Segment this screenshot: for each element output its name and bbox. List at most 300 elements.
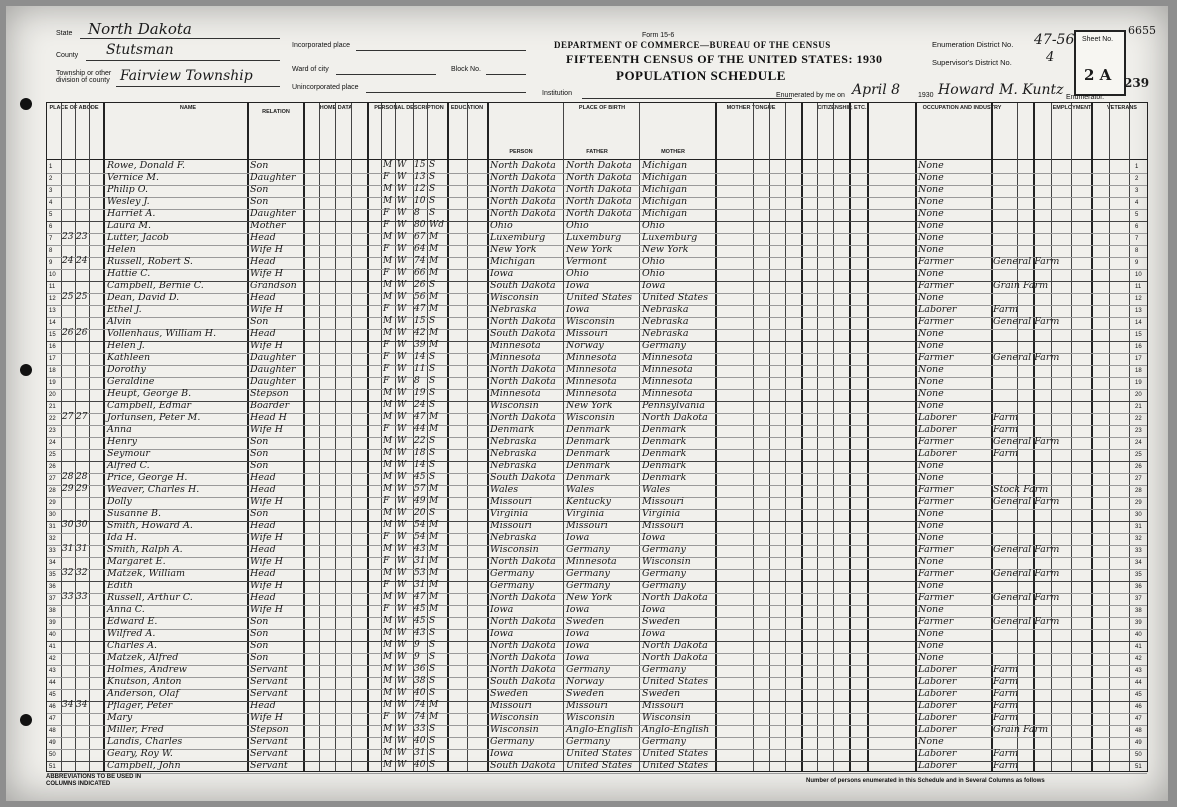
line-number-right: 5	[1135, 212, 1139, 218]
birthplace-father: Denmark	[566, 448, 611, 459]
line-number-right: 35	[1135, 572, 1142, 578]
birth-mother-header: MOTHER	[661, 149, 685, 155]
birthplace-mother: North Dakota	[642, 412, 708, 423]
birthplace-mother: Ohio	[642, 256, 665, 267]
race: W	[397, 424, 407, 434]
relation: Head H	[250, 412, 287, 423]
family-number: 34	[76, 700, 88, 710]
race: W	[397, 412, 407, 422]
race: W	[397, 640, 407, 650]
birthplace-person: North Dakota	[490, 316, 556, 327]
line-number: 7	[49, 236, 53, 242]
line-number: 33	[49, 548, 56, 554]
section-mother-tongue: MOTHER TONGUE	[726, 105, 776, 111]
relation: Head	[250, 568, 276, 579]
age: 45	[414, 616, 426, 626]
marital-status: M	[429, 604, 439, 614]
relation: Stepson	[250, 724, 289, 735]
age: 49	[414, 496, 426, 506]
race: W	[397, 652, 407, 662]
race: W	[397, 688, 407, 698]
marital-status: M	[429, 268, 439, 278]
line-number-right: 51	[1135, 764, 1142, 770]
birthplace-person: Nebraska	[490, 532, 537, 543]
birthplace-person: Minnesota	[490, 340, 541, 351]
race: W	[397, 316, 407, 326]
person-name: Wesley J.	[107, 196, 150, 207]
marital-status: M	[429, 532, 439, 542]
person-name: Matzek, Alfred	[107, 652, 179, 663]
age: 74	[414, 700, 426, 710]
birthplace-mother: United States	[642, 760, 709, 771]
punch-hole	[20, 714, 32, 726]
birthplace-person: Wisconsin	[490, 544, 539, 555]
industry: Grain Farm	[993, 280, 1049, 291]
relation: Wife H	[250, 580, 284, 591]
person-name: Smith, Ralph A.	[107, 544, 183, 555]
age: 43	[414, 628, 426, 638]
section-occupation: OCCUPATION AND INDUSTRY	[922, 105, 1002, 111]
relation: Son	[250, 508, 269, 519]
occupation: Farmer	[918, 592, 954, 603]
relation: Head	[250, 700, 276, 711]
sex: F	[383, 220, 390, 230]
race: W	[397, 292, 407, 302]
marital-status: S	[429, 664, 436, 674]
birthplace-person: Minnesota	[490, 388, 541, 399]
dwelling-number: 31	[62, 544, 74, 554]
relation: Head	[250, 232, 276, 243]
marital-status: S	[429, 160, 436, 170]
person-name: Lutter, Jacob	[107, 232, 169, 243]
sex: M	[383, 724, 393, 734]
person-name: Campbell, Bernie C.	[107, 280, 204, 291]
sex: F	[383, 364, 390, 374]
sex: M	[383, 448, 393, 458]
industry: General Farm	[993, 496, 1060, 507]
sex: F	[383, 424, 390, 434]
marital-status: S	[429, 688, 436, 698]
person-name: Campbell, John	[107, 760, 181, 771]
line-number: 5	[49, 212, 53, 218]
person-name: Alfred C.	[107, 460, 150, 471]
line-number-right: 31	[1135, 524, 1142, 530]
birthplace-mother: Minnesota	[642, 388, 693, 399]
sex: M	[383, 508, 393, 518]
birth-person-header: PERSON	[509, 149, 533, 155]
race: W	[397, 304, 407, 314]
industry: Farm	[993, 760, 1019, 771]
race: W	[397, 472, 407, 482]
marital-status: M	[429, 712, 439, 722]
occupation: None	[918, 184, 944, 195]
birthplace-father: Denmark	[566, 424, 611, 435]
line-number-right: 38	[1135, 608, 1142, 614]
line-number: 3	[49, 188, 53, 194]
birthplace-mother: New York	[642, 244, 689, 255]
birthplace-mother: Michigan	[642, 160, 688, 171]
birthplace-father: Ohio	[566, 220, 589, 231]
birthplace-father: Norway	[566, 340, 604, 351]
birthplace-person: North Dakota	[490, 664, 556, 675]
line-number-right: 48	[1135, 728, 1142, 734]
birthplace-mother: North Dakota	[642, 640, 708, 651]
line-number-right: 49	[1135, 740, 1142, 746]
sex: M	[383, 688, 393, 698]
race: W	[397, 436, 407, 446]
occupation: Laborer	[918, 304, 957, 315]
occupation: None	[918, 652, 944, 663]
line-number: 10	[49, 272, 56, 278]
person-name: Knutson, Anton	[107, 676, 182, 687]
birthplace-person: Nebraska	[490, 460, 537, 471]
birthplace-person: Luxemburg	[490, 232, 546, 243]
industry: Farm	[993, 412, 1019, 423]
sex: M	[383, 544, 393, 554]
birthplace-father: New York	[566, 592, 613, 603]
section-veterans: VETERANS	[1107, 105, 1137, 111]
dwelling-number: 32	[62, 568, 74, 578]
birthplace-mother: Ohio	[642, 268, 665, 279]
birthplace-mother: Missouri	[642, 520, 684, 531]
dwelling-number: 29	[62, 484, 74, 494]
county-label: County	[56, 52, 79, 59]
family-number: 26	[76, 328, 88, 338]
race: W	[397, 172, 407, 182]
birthplace-father: Minnesota	[566, 388, 617, 399]
birthplace-mother: Denmark	[642, 472, 687, 483]
relation: Son	[250, 460, 269, 471]
age: 22	[414, 436, 426, 446]
line-number: 37	[49, 596, 56, 602]
relation: Wife H	[250, 304, 284, 315]
person-name: Pflager, Peter	[107, 700, 173, 711]
relation: Servant	[250, 760, 288, 771]
line-number-right: 11	[1135, 284, 1142, 290]
line-number: 21	[49, 404, 56, 410]
birthplace-person: Wales	[490, 484, 519, 495]
birthplace-mother: North Dakota	[642, 592, 708, 603]
sex: M	[383, 484, 393, 494]
age: 42	[414, 328, 426, 338]
enumerator-name: Howard M. Kuntz	[938, 82, 1064, 98]
block-underline	[486, 74, 526, 75]
birthplace-mother: Germany	[642, 580, 686, 591]
industry: General Farm	[993, 544, 1060, 555]
line-number: 16	[49, 344, 56, 350]
person-name: Matzek, William	[107, 568, 186, 579]
birthplace-father: Iowa	[566, 652, 590, 663]
line-number-right: 10	[1135, 272, 1142, 278]
line-number: 13	[49, 308, 56, 314]
birthplace-mother: Iowa	[642, 628, 666, 639]
sex: M	[383, 760, 393, 770]
person-name: Helen	[107, 244, 136, 255]
occupation: None	[918, 220, 944, 231]
sex: M	[383, 640, 393, 650]
line-number-right: 23	[1135, 428, 1142, 434]
sex: F	[383, 244, 390, 254]
stamp-side: 239	[1124, 76, 1150, 90]
birthplace-mother: Ohio	[642, 220, 665, 231]
birthplace-father: Iowa	[566, 532, 590, 543]
line-number-right: 21	[1135, 404, 1142, 410]
occupation: None	[918, 328, 944, 339]
line-number: 4	[49, 200, 53, 206]
state-label: State	[56, 30, 73, 37]
occupation: Farmer	[918, 496, 954, 507]
person-name: Landis, Charles	[107, 736, 183, 747]
birthplace-mother: Virginia	[642, 508, 681, 519]
line-number-right: 39	[1135, 620, 1142, 626]
relation: Daughter	[250, 376, 296, 387]
age: 8	[414, 208, 420, 218]
sex: M	[383, 592, 393, 602]
birthplace-mother: Iowa	[642, 532, 666, 543]
person-name: Geary, Roy W.	[107, 748, 173, 759]
relation: Wife H	[250, 556, 284, 567]
age: 54	[414, 532, 426, 542]
marital-status: S	[429, 508, 436, 518]
birthplace-mother: Sweden	[642, 688, 681, 699]
marital-status: M	[429, 292, 439, 302]
person-name: Henry	[107, 436, 137, 447]
marital-status: S	[429, 616, 436, 626]
relation: Wife H	[250, 340, 284, 351]
birthplace-person: Nebraska	[490, 448, 537, 459]
marital-status: M	[429, 328, 439, 338]
age: 31	[414, 580, 426, 590]
occupation: Laborer	[918, 688, 957, 699]
abbreviations-title: ABBREVIATIONS TO BE USED IN COLUMNS INDICATED	[46, 774, 142, 787]
person-name: Kathleen	[107, 352, 151, 363]
sex: M	[383, 184, 393, 194]
birthplace-father: New York	[566, 400, 613, 411]
footer	[46, 772, 1146, 796]
relation: Head	[250, 484, 276, 495]
age: 66	[414, 268, 426, 278]
birthplace-mother: Germany	[642, 664, 686, 675]
person-name: Alvin	[107, 316, 132, 327]
birthplace-father: Missouri	[566, 328, 608, 339]
birthplace-father: Denmark	[566, 472, 611, 483]
township-label: Township or other division of county	[56, 70, 112, 84]
industry: Farm	[993, 448, 1019, 459]
race: W	[397, 496, 407, 506]
race: W	[397, 616, 407, 626]
sex: M	[383, 628, 393, 638]
marital-status: M	[429, 568, 439, 578]
occupation: None	[918, 196, 944, 207]
state-value: North Dakota	[88, 20, 192, 38]
birthplace-person: North Dakota	[490, 640, 556, 651]
section-relation: RELATION	[262, 109, 290, 115]
sex: F	[383, 604, 390, 614]
person-name: Ethel J.	[107, 304, 142, 315]
birthplace-mother: Wisconsin	[642, 712, 691, 723]
marital-status: M	[429, 700, 439, 710]
column-headers	[47, 103, 1147, 160]
birthplace-person: Missouri	[490, 520, 532, 531]
line-number-right: 46	[1135, 704, 1142, 710]
person-name: Geraldine	[107, 376, 155, 387]
age: 67	[414, 232, 426, 242]
birthplace-person: North Dakota	[490, 556, 556, 567]
line-number-right: 8	[1135, 248, 1139, 254]
birthplace-father: Germany	[566, 568, 610, 579]
age: 53	[414, 568, 426, 578]
relation: Son	[250, 448, 269, 459]
marital-status: S	[429, 676, 436, 686]
year-label: 1930	[918, 92, 934, 99]
occupation: None	[918, 232, 944, 243]
person-name: Wilfred A.	[107, 628, 156, 639]
birthplace-mother: Michigan	[642, 184, 688, 195]
family-number: 33	[76, 592, 88, 602]
race: W	[397, 352, 407, 362]
line-number: 15	[49, 332, 56, 338]
line-number: 22	[49, 416, 56, 422]
marital-status: S	[429, 280, 436, 290]
birthplace-mother: Michigan	[642, 208, 688, 219]
sex: F	[383, 208, 390, 218]
person-name: Campbell, Edmar	[107, 400, 192, 411]
birthplace-person: Germany	[490, 580, 534, 591]
occupation: Laborer	[918, 412, 957, 423]
birthplace-father: Anglo-English	[566, 724, 634, 735]
footer-note: Number of persons enumerated in this Schedule and in Several Columns as follows	[806, 778, 1045, 784]
line-number-right: 33	[1135, 548, 1142, 554]
line-number-right: 9	[1135, 260, 1139, 266]
line-number-right: 36	[1135, 584, 1142, 590]
occupation: None	[918, 400, 944, 411]
person-name: Russell, Arthur C.	[107, 592, 193, 603]
birthplace-person: North Dakota	[490, 208, 556, 219]
relation: Boarder	[250, 400, 290, 411]
line-number-right: 30	[1135, 512, 1142, 518]
birthplace-father: Vermont	[566, 256, 607, 267]
occupation: None	[918, 244, 944, 255]
birthplace-mother: Germany	[642, 568, 686, 579]
birthplace-person: Wisconsin	[490, 712, 539, 723]
person-name: Ida H.	[107, 532, 137, 543]
line-number: 32	[49, 536, 56, 542]
relation: Daughter	[250, 352, 296, 363]
sex: F	[383, 304, 390, 314]
race: W	[397, 724, 407, 734]
relation: Head	[250, 256, 276, 267]
birthplace-mother: Germany	[642, 340, 686, 351]
line-number: 9	[49, 260, 53, 266]
birthplace-person: Denmark	[490, 424, 535, 435]
age: 15	[414, 160, 426, 170]
line-number: 27	[49, 476, 56, 482]
birthplace-mother: Minnesota	[642, 364, 693, 375]
birthplace-mother: Michigan	[642, 172, 688, 183]
incorporated-underline	[356, 50, 526, 51]
birthplace-person: Ohio	[490, 220, 513, 231]
occupation: None	[918, 376, 944, 387]
marital-status: S	[429, 472, 436, 482]
birthplace-person: South Dakota	[490, 472, 556, 483]
industry: General Farm	[993, 316, 1060, 327]
birthplace-father: Luxemburg	[566, 232, 622, 243]
person-name: Laura M.	[107, 220, 152, 231]
line-number: 42	[49, 656, 56, 662]
township-value: Fairview Township	[120, 68, 253, 84]
dwelling-number: 25	[62, 292, 74, 302]
sex: F	[383, 340, 390, 350]
line-number-right: 47	[1135, 716, 1142, 722]
line-number: 35	[49, 572, 56, 578]
dwelling-number: 30	[62, 520, 74, 530]
occupation: None	[918, 208, 944, 219]
race: W	[397, 196, 407, 206]
birthplace-mother: Michigan	[642, 196, 688, 207]
line-number-right: 2	[1135, 176, 1139, 182]
sex: F	[383, 712, 390, 722]
marital-status: S	[429, 400, 436, 410]
line-number: 49	[49, 740, 56, 746]
birthplace-mother: Nebraska	[642, 316, 689, 327]
person-name: Edith	[107, 580, 133, 591]
occupation: Farmer	[918, 256, 954, 267]
line-number-right: 26	[1135, 464, 1142, 470]
sex: M	[383, 292, 393, 302]
race: W	[397, 256, 407, 266]
dwelling-number: 27	[62, 412, 74, 422]
line-number: 46	[49, 704, 56, 710]
age: 54	[414, 520, 426, 530]
industry: Farm	[993, 688, 1019, 699]
relation: Servant	[250, 688, 288, 699]
department-title: DEPARTMENT OF COMMERCE—BUREAU OF THE CENSUS	[554, 40, 831, 50]
birthplace-person: North Dakota	[490, 616, 556, 627]
person-name: Vernice M.	[107, 172, 160, 183]
race: W	[397, 676, 407, 686]
ward-label: Ward of city	[292, 66, 329, 73]
occupation: Farmer	[918, 280, 954, 291]
enum-district-label: Enumeration District No.	[932, 40, 1014, 49]
person-name: Susanne B.	[107, 508, 162, 519]
relation: Head	[250, 520, 276, 531]
line-number-right: 18	[1135, 368, 1142, 374]
sex: F	[383, 376, 390, 386]
age: 45	[414, 604, 426, 614]
sex: M	[383, 748, 393, 758]
relation: Grandson	[250, 280, 297, 291]
birthplace-person: North Dakota	[490, 364, 556, 375]
birthplace-father: Iowa	[566, 628, 590, 639]
line-number-right: 22	[1135, 416, 1142, 422]
sheet-label: Sheet No.	[1082, 36, 1114, 43]
birthplace-person: Wisconsin	[490, 400, 539, 411]
relation: Servant	[250, 664, 288, 675]
line-number: 26	[49, 464, 56, 470]
birthplace-person: North Dakota	[490, 652, 556, 663]
occupation: None	[918, 580, 944, 591]
person-name: Anna C.	[107, 604, 145, 615]
line-number: 23	[49, 428, 56, 434]
line-number-right: 4	[1135, 200, 1139, 206]
line-number: 34	[49, 560, 56, 566]
birthplace-mother: Iowa	[642, 280, 666, 291]
birthplace-person: Nebraska	[490, 304, 537, 315]
family-number: 29	[76, 484, 88, 494]
race: W	[397, 520, 407, 530]
marital-status: Wd	[429, 220, 445, 230]
birthplace-person: Iowa	[490, 604, 514, 615]
